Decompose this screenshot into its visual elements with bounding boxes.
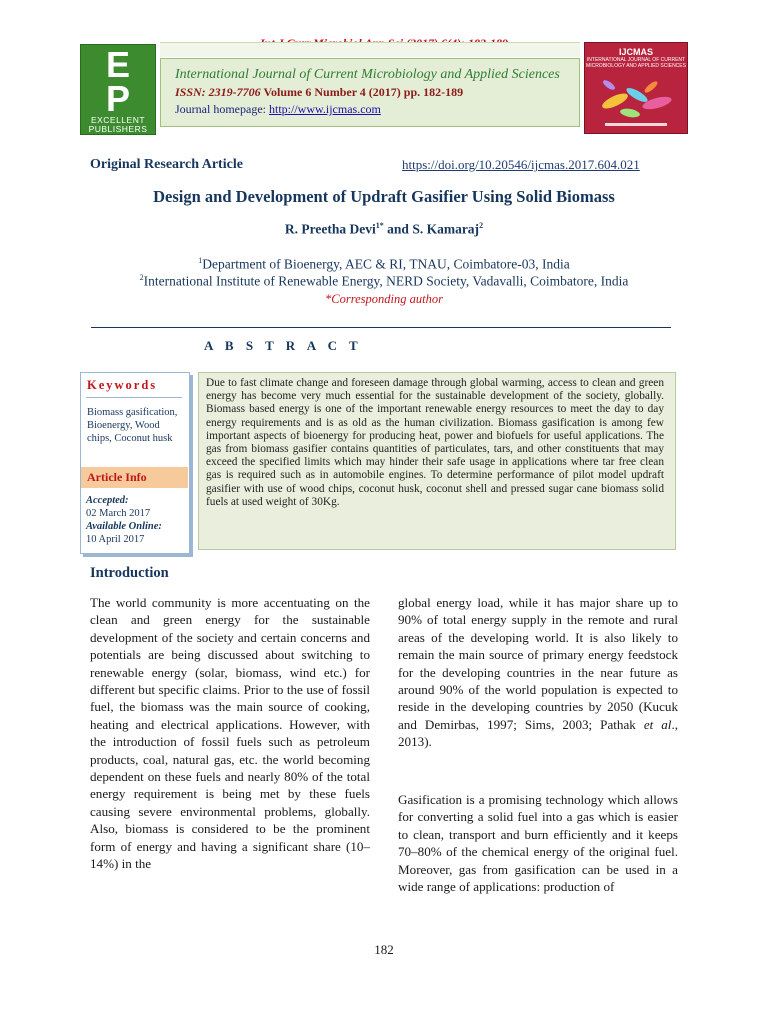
body-column-right-paragraph-2: Gasification is a promising technology which allows for converting a solid fuel into a gas which is easier to clean, transport and burn efficiently and it keeps 70–80% of the chemical energy of the original fuel. Moreover, gas from gasification can be used in a wide range of applications: production of [398,792,678,895]
paper-title: Design and Development of Updraft Gasifier Using Solid Biomass [153,187,615,206]
article-type: Original Research Article [90,157,243,172]
online-date: 10 April 2017 [86,534,145,545]
author-conjunction: and [383,221,413,237]
logo-text-line2: PUBLISHERS [88,124,148,134]
introduction-heading: Introduction [90,565,169,581]
body-column-left: The world community is more accentuating on the clean and green energy for the sustainable development of the society and certain concerns and potentials are being discussed about switching to renewable energy (solar, biomass, wind etc.) for different but specific claims. Prior to the use of fossil fuel, the biomass was the main source of cooking, heating and electrical applications. However, with the introduction of fossil fuels such as petroleum products, coal, natural gas, etc. the world becoming dependent on these fuels and nearly 80% of the total energy requirement is being met by these fuels causing severe environmental problems, globally. Also, biomass is considered to be the prominent form of energy and having a significant share (10–14%) in the [90,595,370,872]
accepted-date: 02 March 2017 [86,508,151,519]
logo-text-line1: EXCELLENT [90,115,146,125]
article-info-heading: Article Info [87,470,147,484]
author-2: S. Kamaraj [412,221,480,237]
keywords-heading: Keywords [87,378,158,392]
et-al: et al [643,716,672,732]
homepage-link[interactable]: http://www.ijcmas.com [268,102,381,116]
cover-subtitle: INTERNATIONAL JOURNAL OF CURRENT MICROBIOLOGY AND APPLIED SCIENCES [586,57,686,69]
journal-cover-image [584,42,688,134]
affiliation-2-sup: 2 [139,273,144,282]
author-2-sup: 2 [479,221,484,230]
abstract-heading: A B S T R A C T [204,338,363,353]
journal-title: International Journal of Current Microbiology and Applied Sciences [175,67,560,82]
paragraph-text: global energy load, while it has major share up to 90% of total energy supply in the remote and rural areas of the developing world. It is also likely to remain the main source of primary energy feedstock for the developing countries in the near future as around 90% of the world population is expected to reside in the developing countries by 2050 (Kucuk and Demirbas, 1997; Sims, 2003; Pathak [398,595,678,732]
logo-letter-p: P [105,78,130,119]
corresponding-author-note: *Corresponding author [325,292,443,306]
cover-artwork [585,43,687,133]
keywords-divider [86,397,182,398]
homepage-label: Journal homepage: [175,102,269,116]
doi-link[interactable]: https://doi.org/10.20546/ijcmas.2017.604.021 [402,157,640,172]
banner-top-strip [160,42,580,57]
page-number: 182 [374,942,394,957]
journal-homepage [175,102,381,117]
article-dates [86,494,186,546]
publisher-logo [80,44,156,135]
online-label: Available Online: [86,521,162,532]
affiliation-1-sup: 1 [198,256,203,265]
accepted-label: Accepted: [86,495,129,506]
cover-title: IJCMAS [618,47,653,57]
header-divider [91,327,671,328]
issn-line [175,85,463,100]
author-1-sup: 1* [375,221,384,230]
abstract-text: Due to fast climate change and foreseen damage through global warming, access to clean and green energy has become very much essential for the sustainable development of the society, globally. Biomass based energy is one of the important renewable energy resources to meet the day to day energy requirements and is as old as the human civilization. Biomass gasification is among few important aspects of bioenergy for producing heat, power and biofuels for useful applications. The gas from biomass gasifier contains quantities of particulates, tars, and other constituents that may exceed the specified limits which may hinder their safe usage in applications where tar free clean gas is required such as in automobile engines. To determine performance of pilot model updraft gasifier with use of wood chips, coconut husk, coconut shell and pressed sugar cane biomass solid fuels at used weight of 30Kg. [206,377,664,508]
author-list [0,221,768,238]
affiliation-1 [0,256,768,273]
body-column-right-paragraph-1 [398,594,678,751]
volume-info: Volume 6 Number 4 (2017) pp. 182-189 [260,85,464,99]
logo-letter-e: E [105,44,130,85]
author-1: R. Preetha Devi [284,221,376,237]
keywords-list: Biomass gasification, Bioenergy, Wood chips, Coconut husk [87,407,178,444]
affiliation-2 [0,273,768,290]
affiliation-2-text: International Institute of Renewable Energy, NERD Society, Vadavalli, Coimbatore, India [143,273,629,289]
issn-label: ISSN: 2319-7706 [175,85,261,99]
paragraph-text-end: ., 2013). [398,716,678,750]
affiliation-1-text: Department of Bioenergy, AEC & RI, TNAU, Coimbatore-03, India [202,256,570,272]
